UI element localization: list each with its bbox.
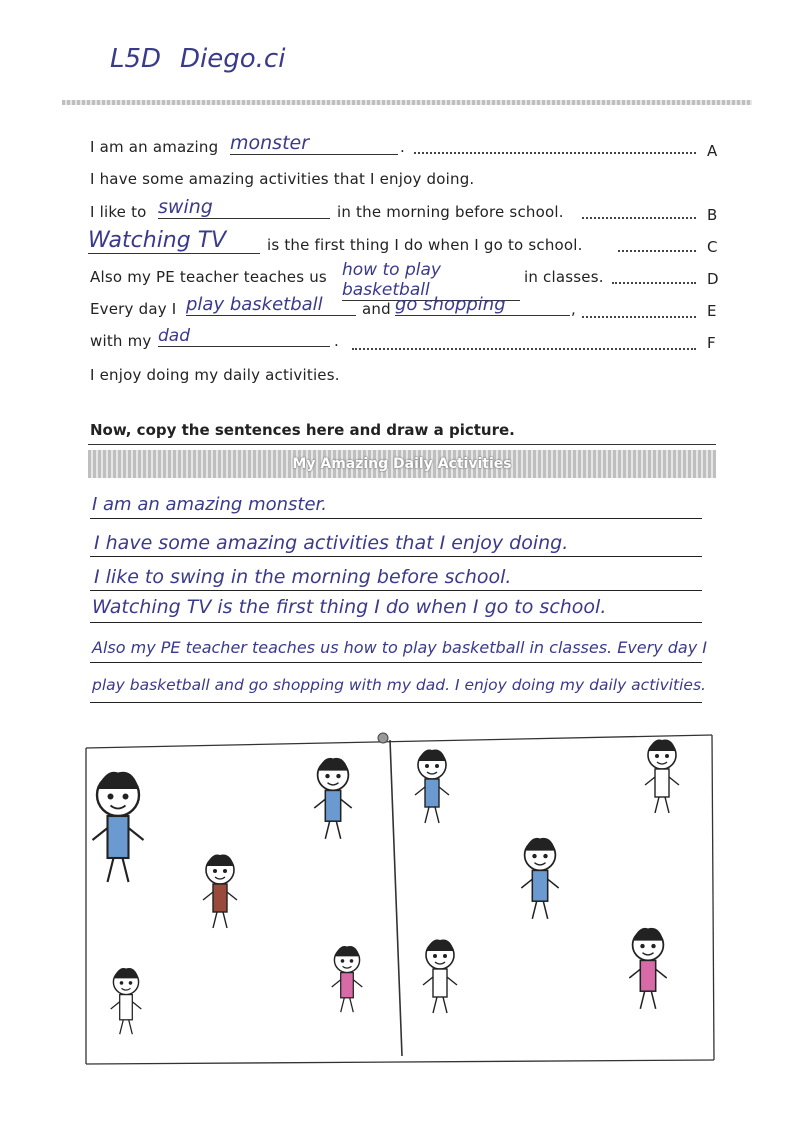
- exercise-line-e-and: and: [362, 300, 391, 318]
- exercise-line-static-1: I have some amazing activities that I enjoy doing.: [90, 170, 475, 188]
- copy-line-1: I am an amazing monster.: [92, 494, 328, 515]
- copy-line-4: Watching TV is the first thing I do when I go to school.: [92, 596, 607, 618]
- letter-b: B: [707, 206, 718, 224]
- answer-play-basketball: play basketball: [186, 294, 356, 316]
- stick-figure: [203, 854, 237, 928]
- answer-how-to-play-basketball: how to play basketball: [342, 260, 520, 301]
- stick-figure: [93, 772, 144, 882]
- stick-figure: [332, 946, 363, 1012]
- exercise-line-b-text: I like to: [90, 203, 147, 221]
- stick-figure: [629, 928, 666, 1009]
- letter-c: C: [707, 238, 718, 256]
- stick-figure: [521, 838, 558, 919]
- stick-figure: [111, 968, 142, 1034]
- exercise-line-c-text: is the first thing I do when I go to school.: [267, 236, 583, 254]
- exercise-line-a-period: .: [400, 138, 405, 156]
- stick-figure: [415, 749, 449, 823]
- copy-line-3: I like to swing in the morning before school.: [94, 566, 512, 588]
- answer-go-shopping: go shopping: [395, 294, 570, 316]
- exercise-line-static-2: I enjoy doing my daily activities.: [90, 366, 340, 384]
- exercise-line-e-comma: ,: [571, 300, 576, 318]
- banner-title: My Amazing Daily Activities: [292, 456, 512, 472]
- letter-f: F: [707, 334, 716, 352]
- exercise-line-b-rest: in the morning before school.: [337, 203, 564, 221]
- copy-line-5: Also my PE teacher teaches us how to play basketball in classes. Every day I: [92, 638, 707, 657]
- exercise-line-f-period: .: [334, 332, 339, 350]
- answer-monster: monster: [230, 132, 398, 155]
- student-name: Diego.ci: [180, 44, 286, 74]
- exercise-line-f-text: with my: [90, 332, 152, 350]
- answer-dad: dad: [158, 326, 330, 347]
- stick-figure: [645, 739, 679, 813]
- answer-watching-tv: Watching TV: [88, 228, 260, 254]
- copy-line-6: play basketball and go shopping with my dad. I enjoy doing my daily activities.: [92, 676, 706, 694]
- exercise-line-d-text: Also my PE teacher teaches us: [90, 268, 327, 286]
- drawing-frame: [86, 735, 714, 1064]
- class-code: L5D: [110, 44, 162, 74]
- letter-d: D: [707, 270, 719, 288]
- copy-line-2: I have some amazing activities that I enjoy doing.: [94, 532, 569, 554]
- letter-a: A: [707, 142, 718, 160]
- exercise-line-a-text: I am an amazing: [90, 138, 219, 156]
- stick-figure: [314, 758, 351, 839]
- exercise-line-e-text: Every day I: [90, 300, 177, 318]
- pin-icon: [378, 733, 388, 743]
- stick-figure: [423, 939, 457, 1013]
- copy-instruction: Now, copy the sentences here and draw a picture.: [90, 421, 515, 439]
- exercise-line-d-rest: in classes.: [524, 268, 604, 286]
- answer-swing: swing: [158, 196, 330, 219]
- stick-figures: [93, 739, 680, 1034]
- letter-e: E: [707, 302, 717, 320]
